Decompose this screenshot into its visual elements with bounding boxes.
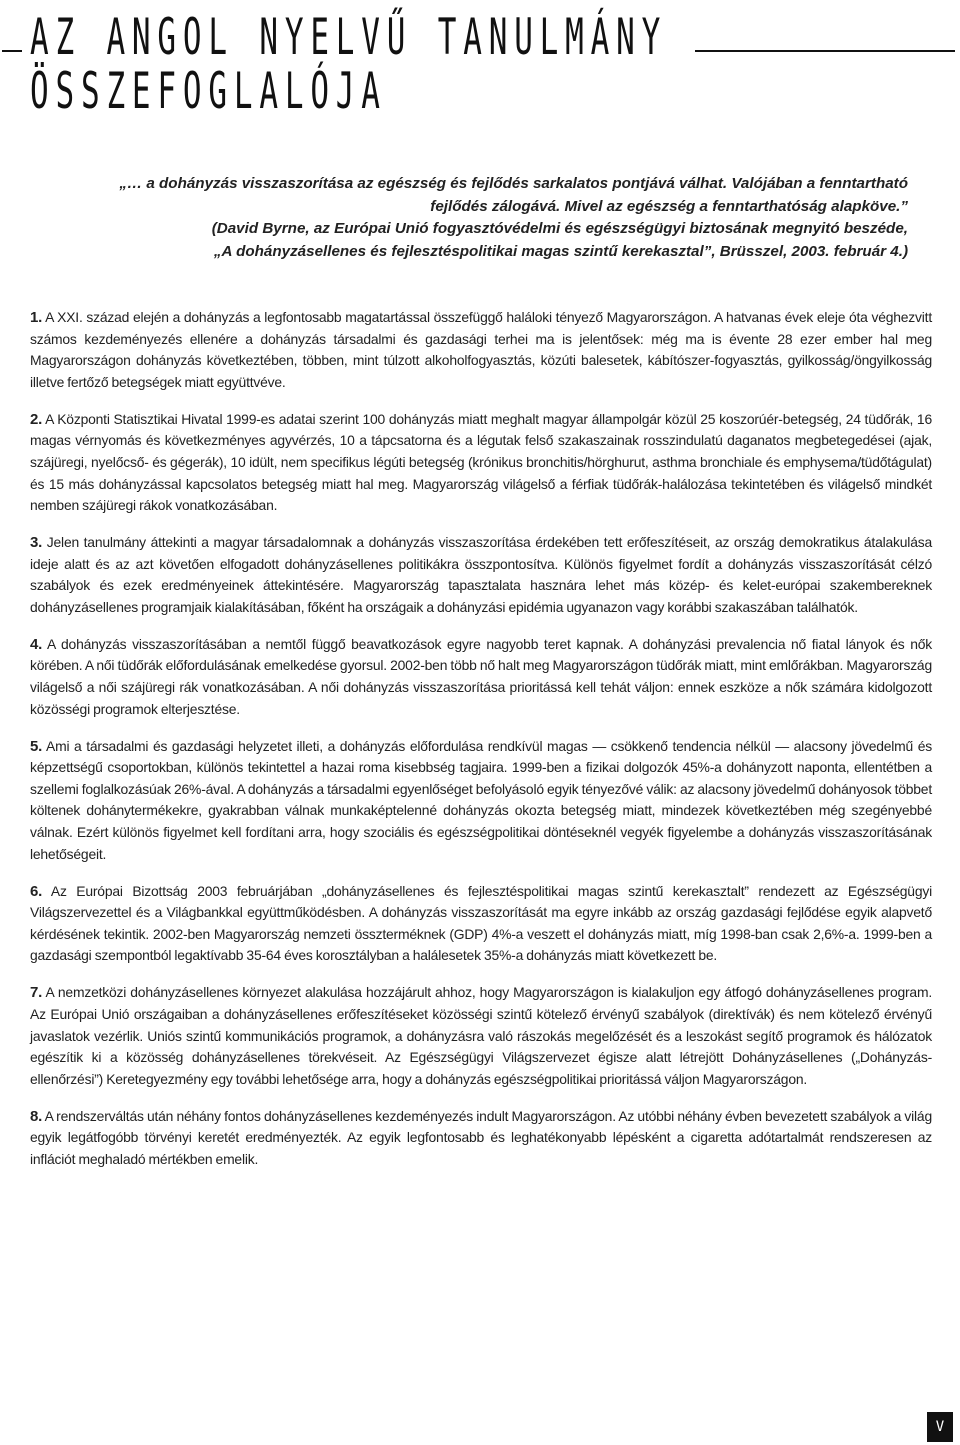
- paragraph-text: A nemzetközi dohányzásellenes környezet alakulása hozzájárult ahhoz, hogy Magyarországon is kialakuljon egy átfogó dohányzásellenes program. Az Európai Unió országaiban a dohányzásellenes erőfeszítéseket közösségi szintű kötelező érvényű szabályok (direktívák) és nem kötelező érvényű javaslatok vezérlik. Uniós szintű kommunikációs programok, a dohányzásra való rászokás megelőzését és a leszokást segítő programok és hálózatok egészítik ki a közösség dohányzásellenes törekvéseit. Az Egészségügyi Világszervezet égisze alatt létrejött Dohányzásellenes („Dohányzás-ellenőrzési”) Keretegyezmény egy további lehetősége arra, hogy a dohányzás egészségpolitikai prioritássá váljon Magyarországon.: [30, 984, 932, 1087]
- quote-attribution: (David Byrne, az Európai Unió fogyasztóvédelmi és egészségügyi biztosának megnyitó beszéde,: [211, 220, 908, 237]
- epigraph-quote: [48, 173, 908, 263]
- paragraph-number: 8.: [30, 1107, 43, 1125]
- paragraph-8: [30, 1106, 932, 1171]
- paragraph-number: 4.: [30, 635, 43, 653]
- summary-body: [30, 307, 932, 1186]
- paragraph-7: [30, 982, 932, 1090]
- paragraph-3: [30, 532, 932, 618]
- paragraph-2: [30, 409, 932, 517]
- paragraph-5: [30, 736, 932, 866]
- paragraph-text: Az Európai Bizottság 2003 februárjában „dohányzásellenes és fejlesztéspolitikai magas szintű kerekasztalt” rendezett az Egészségügyi Világszervezettel és a Világbankkal együttműködésben. A dohányzás visszaszorítását ma egyre inkább az ország gazdasági fejlődése egyik alapvető kérdésének tekintik. 2002-ben Magyarország nemzeti összterméknek (GDP) 4%-a veszett el dohányzás miatt, míg 1998-ban csak 2,6%-a. 1999-ben a gazdasági szempontból legaktívabb 35-64 éves korosztályban a halálesetek 35%-a dohányzás miatt következett be.: [30, 882, 932, 964]
- quote-line: fejlődés zálogává. Mivel az egészség a fenntarthatóság alapköve.”: [430, 197, 908, 215]
- paragraph-text: Jelen tanulmány áttekinti a magyar társadalomnak a dohányzás visszaszorítása érdekében tett erőfeszítéseit, az ország demokratikus átalakulása ideje alatt és az azt követően elfogadott dohányzásellenes politikákra összpontosítva. Különös figyelmet fordít a dohányzás visszaszorítását célzó szabályok és ezek eredményeinek áttekintésére. Magyarország tapasztalata hasznára lehet más közép- és kelet-európai szakembereknek dohányzásellenes programjaik kialakításában, főként ha országaik a dohányzási epidémia ugyanazon vagy korábbi szakaszában találhatók.: [30, 534, 932, 615]
- paragraph-number: 1.: [30, 309, 43, 326]
- title-rule-left: [2, 50, 22, 52]
- paragraph-number: 5.: [30, 737, 43, 755]
- paragraph-text: A rendszerváltás után néhány fontos dohányzásellenes kezdeményezés indult Magyarországon. Az utóbbi néhány évben bevezetett szabályok a világ egyik legátfogóbb törvényi keretét eredményezték. Az egyik legfontosabb és leghatékonyabb lépésként a cigaretta adótartalmát rendszeresen az inflációt meghaladó mértékben emelik.: [30, 1107, 932, 1167]
- paragraph-text: A Központi Statisztikai Hivatal 1999-es adatai szerint 100 dohányzás miatt meghalt magyar állampolgár közül 25 koszorúér-betegség, 24 tüdőrák, 16 magas vérnyomás és következményes agyvérzés, 10 a tápcsatorna és a légutak felső szakaszainak rosszindulatú daganatos megbetegedései (ajak, szájüregi, nyelőcső- és gégerák), 10 idült, nem specifikus légúti betegség (krónikus bronchitis/hörghurut, asthma bronchiale és emphysema/tüdőtágulat) és 15 más dohányzással kapcsolatos betegség miatt hal meg. Magyarország világelső a férfiak tüdőrák-halálozása tekintetében és világelső mindkét nemben szájüregi rákok vonatkozásában.: [30, 410, 932, 514]
- quote-attribution: „A dohányzásellenes és fejlesztéspolitikai magas szintű kerekasztal”, Brüsszel, 2003. február 4.): [213, 242, 908, 260]
- paragraph-number: 3.: [30, 534, 43, 552]
- page-number-badge: V: [927, 1412, 953, 1442]
- paragraph-number: 2.: [30, 410, 43, 428]
- paragraph-number: 7.: [30, 984, 43, 1002]
- title-rule-right: [695, 50, 955, 52]
- paragraph-1: [30, 307, 932, 393]
- paragraph-text: Ami a társadalmi és gazdasági helyzetet illeti, a dohányzás előfordulása rendkívül magas — csökkenő tendencia nélkül — alacsony jövedelmű és képzettségű csoportokban, különös tekintettel a hazai roma kisebbség tagjaira. 1999-ben a fizikai dolgozók 45%-a dohányzott naponta, ellentétben a szellemi foglalkozásúak 26%-ával. A dohányzás a társadalmi egyenlőséget befolyásoló egyik tényezővé válik: az alacsony jövedelmű dohányosok többet költenek dohánytermékekre, gyakrabban válnak munkaképtelenné dohányzás okozta betegség miatt, mindezek következtében még szegényebbé válnak. Ezért különös figyelmet kell fordítani arra, hogy szociális és egészségpolitikai döntéseknél vegyék figyelembe a dohányzás visszaszorításának lehetőségeit.: [30, 737, 932, 862]
- page-title-line-1: AZ ANGOL NYELVŰ TANULMÁNY: [30, 8, 668, 66]
- paragraph-4: [30, 634, 932, 720]
- quote-line: „… a dohányzás visszaszorítása az egészség és fejlődés sarkalatos pontjává válhat. Valójában a fenntartható: [119, 175, 908, 192]
- paragraph-text: A dohányzás visszaszorításában a nemtől függő beavatkozások egyre nagyobb teret kapnak. A dohányzási prevalencia nő fiatal lányok és nők körében. A női tüdőrák előfordulásának emelkedése gyorsul. 2002-ben több nő halt meg Magyarországon tüdőrák miatt, mint emlőrákban. Magyarország világelső a női szájüregi rák vonatkozásában. A női dohányzás visszaszorítása prioritássá kell tehát váljon: ennek eszköze a nők számára kidolgozott közösségi programok elterjesztése.: [30, 635, 932, 717]
- page-title-line-2: ÖSSZEFOGLALÓJA: [30, 62, 387, 120]
- paragraph-number: 6.: [30, 882, 43, 900]
- paragraph-text: A XXI. század elején a dohányzás a legfontosabb magatartással összefüggő haláloki tényező Magyarországon. A hatvanas évek eleje óta véghezvitt számos kezdeményezés ellenére a dohányzás társadalmi és gazdasági terhei ma is jelentősek: még ma is évente 28 ezer ember hal meg Magyarországon dohányzás következtében, többen, mint túlzott alkoholfogyasztás, közúti balesetek, kábítószer-fogyasztás, gyilkosság/öngyilkosság illetve fertőző betegségek miatt együttvéve.: [30, 309, 932, 390]
- paragraph-6: [30, 881, 932, 967]
